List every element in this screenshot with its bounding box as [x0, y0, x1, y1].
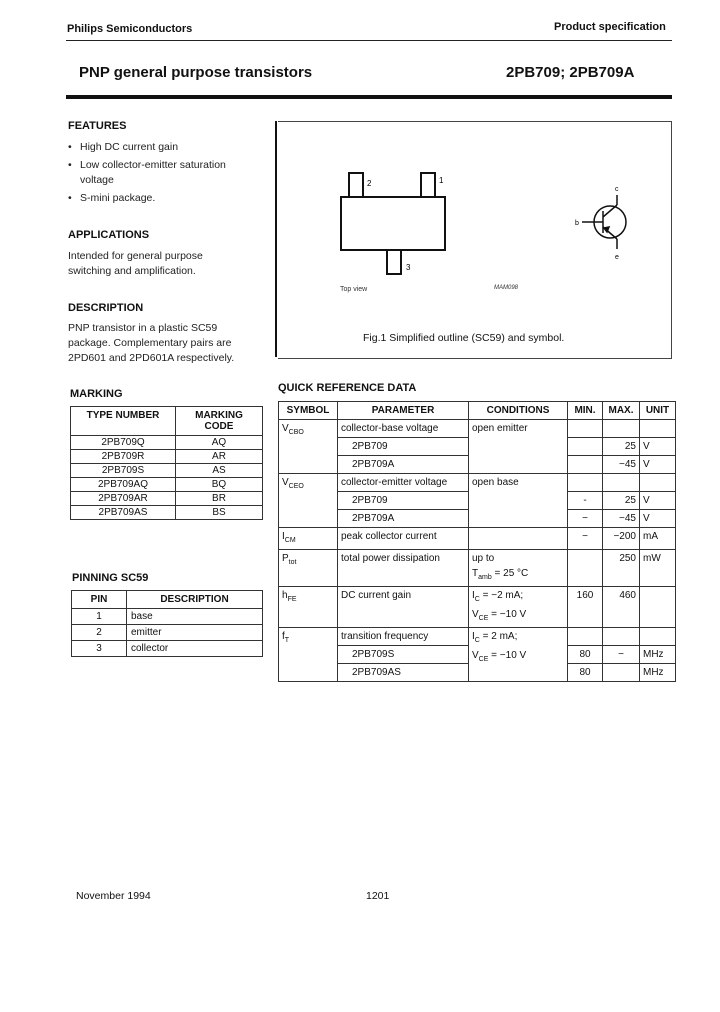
top-view-label: Top view [340, 286, 368, 293]
table-row: $V_{CBO}$ collector-base voltage open emitter [279, 420, 676, 438]
pinning-heading: PINNING SC59 [72, 572, 149, 584]
pin-label: 1 [439, 176, 444, 185]
table-row: 2PB709S 80 − MHz [279, 646, 676, 664]
table-row: 2PB709R AR [71, 450, 263, 464]
feature-item: • High DC current gain [68, 140, 258, 155]
symbol-label: b [575, 220, 579, 227]
table-row: 2PB709A −45 V [279, 456, 676, 474]
page-title: PNP general purpose transistors [79, 64, 313, 81]
package-outline-figure [278, 121, 671, 331]
figure-caption: Fig.1 Simplified outline (SC59) and symbol. [363, 332, 565, 344]
quick-reference-table: SYMBOL PARAMETER CONDITIONS MIN. MAX. UNIT $V_{CBO}$ collector-base voltage open emitter 2PB709 25 V 2PB709A −45 V $V_{CEO}$ collector-emitter voltage open base 2PB709 - 25 V 2PB709A − −45 V $I_{CM}$ peak collector current − −200 mA $P_{tot}$ total power dissipation up to $T_{amb} = 25$ °C 250 mW $h_{FE}$ DC current gain $I_C = -2$ mA; $V_{CE} = -10$ V 160 460 $f_T$ transition frequency $I_C = 2$ mA; $V_{CE} = -10$ V 2PB709S 80 − MHz 2PB709AS 80 MHz [278, 401, 676, 682]
header-rule [66, 40, 672, 41]
package-body [341, 197, 445, 250]
table-row: 2 emitter [72, 625, 263, 641]
page-number: 1201 [366, 890, 390, 902]
footer-date: November 1994 [76, 890, 151, 902]
feature-item: • Low collector-emitter saturation voltage [68, 158, 258, 188]
pin-3-lead [387, 250, 401, 274]
table-row: $I_{CM}$ peak collector current − −200 mA [279, 528, 676, 550]
applications-heading: APPLICATIONS [68, 229, 150, 241]
marking-col-code: MARKING CODE [176, 407, 263, 436]
table-row: 1 base [72, 609, 263, 625]
table-row: $V_{CEO}$ collector-emitter voltage open base [279, 474, 676, 492]
quick-reference-heading: QUICK REFERENCE DATA [278, 382, 417, 394]
table-row: 2PB709S AS [71, 464, 263, 478]
pin-label: 2 [367, 179, 372, 188]
marking-col-type: TYPE NUMBER [71, 407, 176, 436]
table-row: 2PB709AS 80 MHz [279, 664, 676, 682]
description-text: PNP transistor in a plastic SC59 package. Complementary pairs are 2PD601 and 2PD601A respectively. [68, 322, 235, 364]
symbol-label: e [615, 254, 619, 261]
transistor-symbol [582, 195, 626, 249]
table-row: $h_{FE}$ DC current gain $I_C = -2$ mA; $V_{CE} = -10$ V 160 460 [279, 587, 676, 628]
table-row: $f_T$ transition frequency $I_C = 2$ mA; $V_{CE} = -10$ V [279, 628, 676, 646]
feature-item: • S-mini package. [68, 191, 258, 206]
part-numbers: 2PB709; 2PB709A [506, 64, 635, 81]
applications-text: Intended for general purpose switching and amplification. [68, 250, 203, 277]
symbol-label: c [615, 186, 619, 193]
pin-2-lead [349, 173, 363, 197]
marking-heading: MARKING [70, 388, 123, 400]
table-row: 2PB709AS BS [71, 506, 263, 520]
table-row: 2PB709 - 25 V [279, 492, 676, 510]
figure-code: MAM098 [494, 285, 519, 291]
table-row: 2PB709A − −45 V [279, 510, 676, 528]
document-type: Product specification [554, 21, 666, 33]
pinning-table [71, 590, 263, 657]
figure-left-rule [275, 121, 277, 357]
table-row: 2PB709 25 V [279, 438, 676, 456]
pin-1-lead [421, 173, 435, 197]
features-heading: FEATURES [68, 120, 127, 132]
table-row: 2PB709Q AQ [71, 436, 263, 450]
pinning-col-pin: PIN [72, 591, 127, 609]
table-row: $P_{tot}$ total power dissipation up to $T_{amb} = 25$ °C 250 mW [279, 550, 676, 587]
title-rule [66, 95, 672, 99]
pin-label: 3 [406, 263, 411, 272]
features-list [68, 140, 258, 209]
marking-table [70, 406, 263, 520]
table-row: 2PB709AQ BQ [71, 478, 263, 492]
company-name: Philips Semiconductors [67, 23, 193, 35]
table-row: 2PB709AR BR [71, 492, 263, 506]
pinning-col-description: DESCRIPTION [127, 591, 263, 609]
description-heading: DESCRIPTION [68, 302, 144, 314]
table-row: 3 collector [72, 641, 263, 657]
